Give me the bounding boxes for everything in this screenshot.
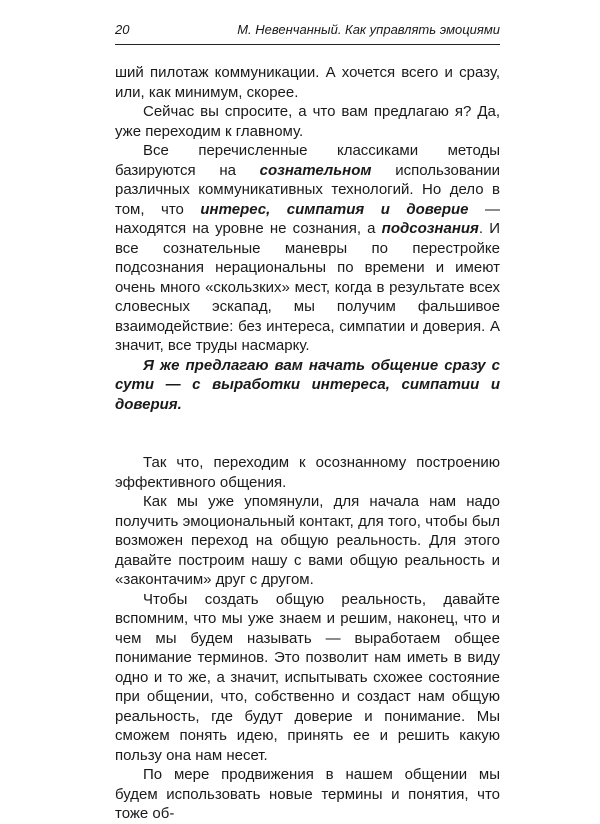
- paragraph: [115, 492, 500, 590]
- paragraph: [115, 765, 500, 824]
- text-segment: Чтобы создать общую реальность, давайте вспомним, что мы уже знаем и решим, наконец, что и чем мы будем называть — выработаем общее понимание терминов. Это позволит нам иметь в виду одно и то же, а значит, испытывать схожее состояние при общении, что, собственно и создаст нам общую реальность, где будут доверие и понимание. Мы сможем понять идею, принять ее и решить какую пользу она нам несет.: [115, 590, 500, 764]
- emphasis: сознательном: [259, 161, 372, 179]
- emphasis: Я же предлагаю вам начать общение сразу с сути — с выработки интереса, симпатии и доверия.: [115, 356, 500, 413]
- text-segment: Как мы уже упомянули, для начала нам надо получить эмоциональный контакт, для того, чтобы был возможен переход на общую реальность. Для этого давайте построим нашу с вами общую реальность и «законтачим» друг с другом.: [115, 493, 500, 588]
- text-segment: ший пилотаж коммуникации. А хочется всего и сразу, или, как минимум, скорее.: [115, 64, 500, 101]
- paragraph: [115, 590, 500, 766]
- page-number: 20: [115, 22, 130, 37]
- text-segment: Так что, переходим к осознанному построению эффективного общения.: [115, 454, 500, 491]
- emphasis: подсознания: [381, 220, 479, 237]
- text-segment: — находятся на уровне не сознания, а: [115, 200, 500, 237]
- text-segment: Сейчас вы спросите, а что вам предлагаю я? Да, уже переходим к главному.: [115, 103, 500, 140]
- running-title: М. Невенчанный. Как управлять эмоциями: [237, 22, 500, 37]
- emphasis: интерес, симпатия и доверие: [200, 200, 469, 218]
- text-segment: По мере продвижения в нашем общении мы будем использовать новые термины и понятия, что тоже об-: [115, 766, 500, 822]
- paragraph: [115, 102, 500, 141]
- text-segment: Все перечисленные классиками методы базируются на: [115, 142, 500, 179]
- page-header: [115, 22, 500, 45]
- body-text: [115, 63, 500, 824]
- paragraph: [115, 141, 500, 356]
- emphasized-paragraph: [115, 356, 500, 415]
- paragraph: [115, 453, 500, 492]
- paragraph: [115, 63, 500, 102]
- text-segment: использовании различных коммуникативных технологий. Но дело в том, что: [115, 161, 501, 218]
- text-segment: . И все сознательные маневры по перестройке подсознания нерациональны по времени и имеют очень много «скользких» мест, когда в результате всех словесных эскапад, мы получим фальшивое взаимодействие: без интереса, симпатии и доверия. А значит, все труды насмарку.: [115, 220, 500, 354]
